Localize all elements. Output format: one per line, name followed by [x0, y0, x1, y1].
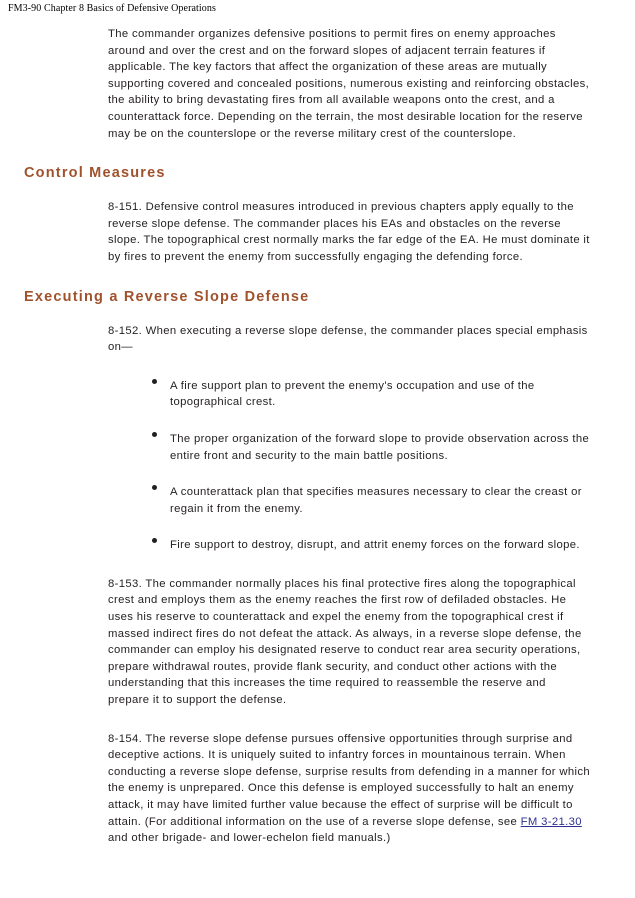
paragraph-8-154-part2: and other brigade- and lower-echelon field manuals.) [108, 832, 391, 845]
section-heading-executing-reverse-slope-defense: Executing a Reverse Slope Defense [24, 288, 310, 305]
spacer [0, 142, 635, 164]
fm-3-21-30-link[interactable]: FM 3-21.30 [520, 815, 582, 828]
intro-paragraph: The commander organizes defensive positions to permit fires on enemy approaches around and over the crest and on the forward slopes of adjacent terrain features if applicable. The key factors that affect the organization of these areas are mutually supporting covered and concealed positions, numerous existing and reinforcing obstacles, the ability to bring devastating fires from all available weapons onto the crest, and a counterattack force. Depending on the terrain, the most desirable location for the reserve may be on the counterslope or the reverse military crest of the counterslope. [108, 28, 590, 140]
spacer [0, 356, 635, 378]
running-header: FM3-90 Chapter 8 Basics of Defensive Operations [8, 3, 216, 14]
list-item-label: A counterattack plan that specifies measures necessary to clear the creast or regain it from the enemy. [170, 486, 582, 515]
section-heading-control-measures: Control Measures [24, 165, 166, 182]
bullet-icon [152, 379, 157, 384]
spacer [0, 554, 635, 576]
spacer [0, 709, 635, 731]
list-item-label: A fire support plan to prevent the enemy's occupation and use of the topographical crest. [170, 379, 535, 409]
list-item [0, 431, 635, 464]
paragraph-8-151: 8-151. Defensive control measures introduced in previous chapters apply equally to the reverse slope defense. The commander places his EAs and obstacles on the reverse slope. The topographical crest normally marks the far edge of the EA. He must dominate it by fires to prevent the enemy from successfully engaging the defending force. [108, 201, 590, 263]
spacer [0, 182, 635, 199]
spacer [0, 266, 635, 288]
paragraph-8-152: 8-152. When executing a reverse slope defense, the commander places special emphasis on— [108, 324, 588, 354]
emphasis-bullet-list [0, 378, 635, 554]
spacer [0, 306, 635, 323]
paragraph-8-153: 8-153. The commander normally places his final protective fires along the topographical crest and employs them as the enemy reaches the first row of defiladed obstacles. He uses his reserve to counterattack and expel the enemy from the topographical crest if massed indirect fires do not defeat the attack. As always, in a reverse slope defense, the commander can employ his designated reserve to conduct rear area security operations, prepare withdrawal routes, provide flank security, and conduct other actions with the understanding that this increases the time required to reassemble the reserve and prepare it to support the defense. [108, 577, 582, 707]
list-item [0, 537, 635, 554]
list-item-label: The proper organization of the forward slope to provide observation across the entire front and security to the main battle positions. [170, 432, 590, 462]
bullet-icon [152, 485, 157, 490]
bullet-icon [152, 432, 157, 437]
list-item-label: Fire support to destroy, disrupt, and attrit enemy forces on the forward slope. [170, 539, 580, 552]
list-item [0, 378, 635, 411]
paragraph-8-154 [0, 731, 635, 847]
list-item [0, 484, 635, 517]
bullet-icon [152, 538, 157, 543]
document-body [0, 26, 635, 847]
paragraph-8-154-part1: 8-154. The reverse slope defense pursues offensive opportunities through surprise and deceptive actions. It is uniquely suited to infantry forces in mountainous terrain. When conducting a reverse slope defense, surprise results from defending in a manner for which the enemy is unprepared. Once this defense is employed successfully to halt an enemy attack, it may have limited further value because the effect of surprise will be difficult to attain. (For additional information on the use of a reverse slope defense, see [108, 732, 591, 828]
